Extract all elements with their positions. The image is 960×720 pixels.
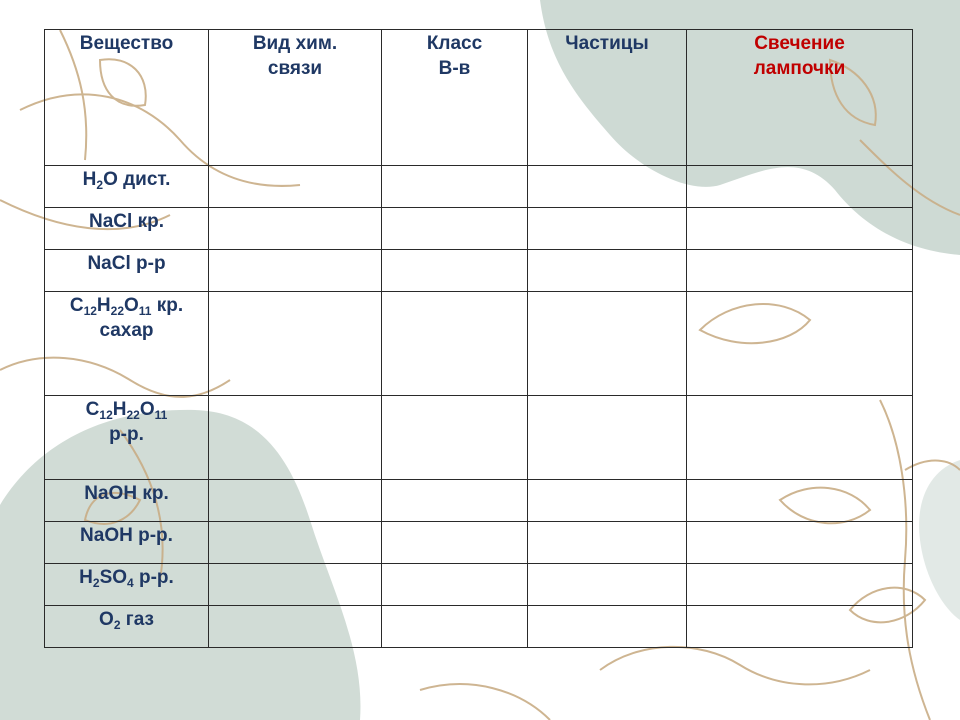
table-row	[45, 522, 913, 564]
substance-text: H	[82, 169, 97, 190]
column-header	[528, 30, 687, 166]
column-header-label: Вещество	[79, 33, 174, 54]
empty-cell[interactable]	[687, 606, 913, 648]
empty-cell[interactable]	[209, 208, 382, 250]
substance-text: H	[96, 295, 111, 316]
substance-text: O	[139, 399, 155, 420]
empty-cell[interactable]	[528, 208, 687, 250]
subscript: 12	[83, 304, 97, 318]
substance-text: р-р.	[109, 424, 144, 445]
substance-text: кр. сахар	[99, 295, 184, 341]
substance-cell	[45, 564, 209, 606]
header-row	[45, 30, 913, 166]
substance-cell	[45, 166, 209, 208]
empty-cell[interactable]	[528, 564, 687, 606]
subscript: 22	[110, 304, 125, 318]
table-row	[45, 292, 913, 396]
substance-text: H	[79, 567, 93, 588]
column-header	[687, 30, 913, 166]
subscript: 4	[127, 576, 134, 590]
empty-cell[interactable]	[382, 166, 528, 208]
column-header-label: Вид хим. связи	[252, 33, 338, 79]
subscript: 11	[154, 408, 168, 422]
empty-cell[interactable]	[382, 208, 528, 250]
substance-text: газ	[120, 609, 154, 630]
subscript: 2	[96, 178, 104, 192]
substance-text: NaOH кр.	[84, 483, 169, 504]
substance-cell	[45, 522, 209, 564]
empty-cell[interactable]	[528, 606, 687, 648]
empty-cell[interactable]	[382, 250, 528, 292]
empty-cell[interactable]	[209, 606, 382, 648]
substance-cell	[45, 606, 209, 648]
substance-text: NaCl кр.	[89, 211, 164, 232]
empty-cell[interactable]	[528, 522, 687, 564]
column-header	[45, 30, 209, 166]
subscript: 11	[138, 304, 152, 318]
table-row	[45, 480, 913, 522]
empty-cell[interactable]	[528, 396, 687, 480]
column-header	[209, 30, 382, 166]
empty-cell[interactable]	[528, 166, 687, 208]
table-row	[45, 208, 913, 250]
substance-text: NaCl р-р	[87, 253, 166, 274]
empty-cell[interactable]	[382, 564, 528, 606]
substance-text: O	[124, 295, 139, 316]
substance-cell	[45, 480, 209, 522]
substance-text: C	[85, 399, 100, 420]
substance-text: C	[69, 295, 84, 316]
empty-cell[interactable]	[687, 396, 913, 480]
column-header	[382, 30, 528, 166]
empty-cell[interactable]	[687, 564, 913, 606]
subscript: 12	[99, 408, 113, 422]
empty-cell[interactable]	[382, 522, 528, 564]
table-row	[45, 606, 913, 648]
chemistry-table	[44, 29, 913, 648]
empty-cell[interactable]	[209, 396, 382, 480]
empty-cell[interactable]	[382, 396, 528, 480]
table-row	[45, 564, 913, 606]
substance-text: SO	[99, 567, 128, 588]
empty-cell[interactable]	[209, 166, 382, 208]
column-header-label: Класс В-в	[426, 33, 483, 79]
empty-cell[interactable]	[382, 606, 528, 648]
substance-cell	[45, 208, 209, 250]
empty-cell[interactable]	[687, 292, 913, 396]
empty-cell[interactable]	[209, 564, 382, 606]
empty-cell[interactable]	[528, 250, 687, 292]
column-header-label: Свечение лампочки	[753, 33, 846, 79]
empty-cell[interactable]	[687, 250, 913, 292]
subscript: 2	[92, 576, 100, 590]
substance-cell	[45, 396, 209, 480]
empty-cell[interactable]	[687, 522, 913, 564]
subscript: 2	[113, 618, 121, 632]
empty-cell[interactable]	[382, 480, 528, 522]
substance-text: NaOH р-р.	[80, 525, 173, 546]
table-row	[45, 166, 913, 208]
empty-cell[interactable]	[528, 480, 687, 522]
table-row	[45, 250, 913, 292]
green-blob-right-edge	[919, 460, 960, 620]
empty-cell[interactable]	[687, 208, 913, 250]
column-header-label: Частицы	[565, 33, 649, 54]
empty-cell[interactable]	[382, 292, 528, 396]
substance-text: H	[112, 399, 127, 420]
empty-cell[interactable]	[209, 250, 382, 292]
empty-cell[interactable]	[528, 292, 687, 396]
table-row	[45, 396, 913, 480]
empty-cell[interactable]	[209, 480, 382, 522]
empty-cell[interactable]	[687, 480, 913, 522]
empty-cell[interactable]	[209, 522, 382, 564]
substance-cell	[45, 292, 209, 396]
substance-cell	[45, 250, 209, 292]
empty-cell[interactable]	[687, 166, 913, 208]
substance-text: O дист.	[103, 169, 171, 190]
substance-text: р-р.	[133, 567, 174, 588]
substance-text: O	[99, 609, 114, 630]
empty-cell[interactable]	[209, 292, 382, 396]
subscript: 22	[126, 408, 140, 422]
